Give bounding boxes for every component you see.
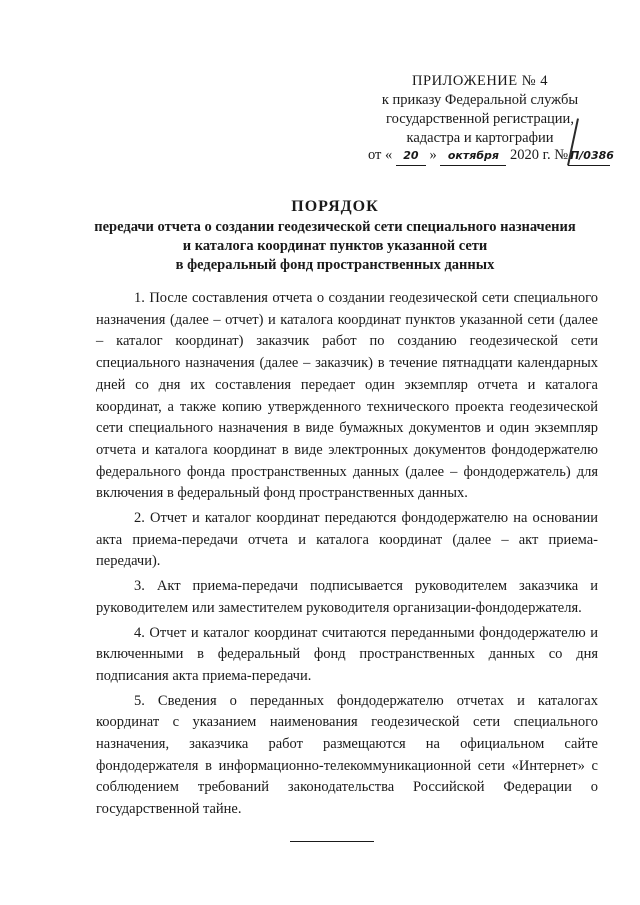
document-subtitle-line: в федеральный фонд пространственных данных xyxy=(175,257,495,273)
document-subtitle-line: и каталога координат пунктов указанной сети xyxy=(182,238,488,254)
appendix-block xyxy=(360,72,600,148)
paragraph-5: 5. Сведения о переданных фондодержателю отчетах и каталогах координат с указанием наименования геодезической сети специального назначения, заказчика работ размещаются на официальном сайте фондодержателя в информационно-телекоммуникационной сети «Интернет» с соблюдением требований законодательства Российской Федерации о государственной тайне. xyxy=(96,692,598,818)
document-subtitle-line: передачи отчета о создании геодезической сети специального назначения xyxy=(94,219,576,235)
paragraph-3: 3. Акт приема-передачи подписывается руководителем заказчика и руководителем или заместителем руководителя организации-фондодержателя. xyxy=(96,578,598,616)
order-number-handwritten: П/0386 xyxy=(568,146,610,166)
end-divider-line xyxy=(290,841,374,842)
appendix-line: к приказу Федеральной службы xyxy=(381,92,579,108)
paragraph-4: 4. Отчет и каталог координат считаются переданными фондодержателю и включенными в федеральный фонд пространственных данных со дня подписания акта приема-передачи. xyxy=(96,624,598,684)
order-month-handwritten: октября xyxy=(440,146,506,166)
document-heading xyxy=(70,196,600,275)
document-body xyxy=(96,288,598,824)
paragraph-1: 1. После составления отчета о создании геодезической сети специального назначения (далее – отчет) и каталога координат пунктов указанной сети (далее – каталог координат) заказчик работ по созданию геодезической сети специального назначения (далее – заказчик) в течение пятнадцати календарных дней со дня их составления передает один экземпляр отчета и каталога координат, а также копию утвержденного технического проекта геодезической сети специального назначения в виде бумажных документов и один экземпляр отчета и каталога координат в виде электронных документов фондодержателю федерального фонда пространственных данных (далее – фондодержатель) для включения в федеральный фонд пространственных данных. xyxy=(96,290,598,502)
appendix-title: ПРИЛОЖЕНИЕ № 4 xyxy=(412,73,548,89)
appendix-line: кадастра и картографии xyxy=(406,130,554,146)
order-date-mid: » xyxy=(429,147,437,163)
order-year-number-label: 2020 г. № xyxy=(510,147,569,163)
paragraph-2: 2. Отчет и каталог координат передаются фондодержателю на основании акта приема-передачи отчета и каталога координат (далее – акт приема-передачи). xyxy=(96,510,598,570)
appendix-line: государственной регистрации, xyxy=(386,111,574,127)
order-date-prefix: от « xyxy=(368,147,393,163)
order-reference-line xyxy=(368,146,614,166)
document-title: ПОРЯДОК xyxy=(291,198,379,215)
order-day-handwritten: 20 xyxy=(396,146,426,166)
